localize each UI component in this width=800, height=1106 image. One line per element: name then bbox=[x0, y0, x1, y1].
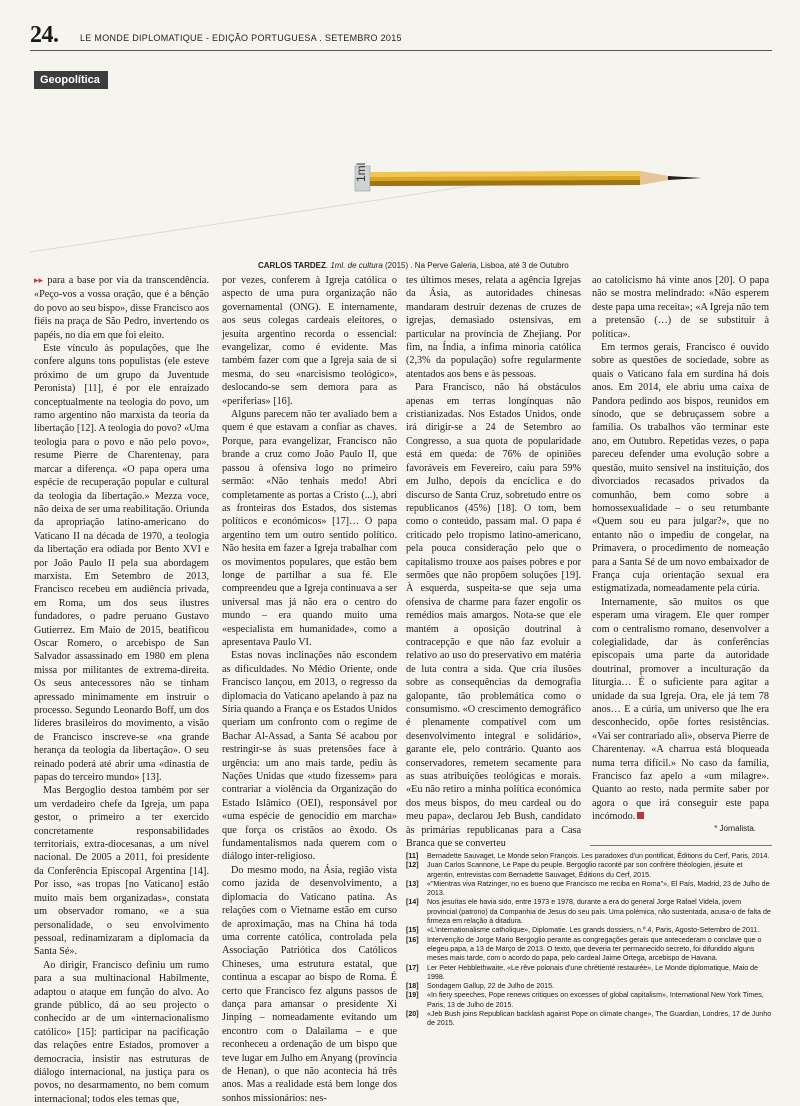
paragraph: ▸▸ para a base por via da transcendência. «Peço-vos a vossa oração, que é a bênção do povo ao seu bispo», disse Francisco aos fiéis na praça de São Pedro, invertendo os papéis, no dia em que foi eleito. bbox=[34, 275, 210, 341]
footnote: [13] «"Mientras viva Ratzinger, no es bueno que Francisco me reciba en Roma"», El País, Madrid, 23 de Julho de 2013. bbox=[406, 879, 770, 898]
footnote: [14] Nos jesuítas ele havia sido, entre 1973 e 1978, durante a era do general Jorge Rafael Videla, jovem provincial (patrono) da Companhia de Jesus do seu país. Uma polémica, não sustentada, acusa-o de falta de firmeza em relação à ditadura. bbox=[406, 898, 771, 926]
footnote: [18] Sondagem Gallup, 22 de Julho de 2015. bbox=[406, 982, 554, 991]
paragraph: Internamente, são muitos os que esperam uma viragem. Ele quer romper com o centralismo romano, desenvolver a colegialidade, dar às conferências episcopais uma parte da autoridade doutrinal, promover a inculturação da liturgia… É o suficiente para agitar a unidade da sua Igreja. Ora, ele já tem 78 anos… E a cúria, um universo que lhe era desconhecido, opõe fortes resistências. «Vai ser contrariado ali», observa Pierre de Charentenay. «A charrua está bloqueada numa terra difícil.» No caso da família, Francisco faz apelo a «um milagre». Quanto ao resto, nada permite saber por agora o que irá conseguir este papa incómodo. bbox=[592, 596, 769, 823]
caption-details: (2015) . Na Perve Galeria, Lisboa, até 3 de Outubro bbox=[385, 261, 569, 270]
paragraph: Do mesmo modo, na Ásia, região vista como jazida de desenvolvimento, a diplomacia do Vaticano patina. As relações com o Vietname estão em curso de aproximação, mas na China há toda uma corrente católica, controlada pela Associação Patriótica dos Católicos Chineses, uma estrutura estatal, que continua a escapar ao bispo de Roma. É certo que Francisco fez alguns passos de dança para amansar o presidente Xi Jinping – nomeadamente evitando um encontro com o Dalailama – e que reconheceu a ordenação de um bispo que teve lugar em Julho em Anyang (província de Henan), o que não acontecia há três anos. Mas a realidade está bem longe dos sonhos missionários: nes- bbox=[222, 864, 397, 1104]
article-column-2 bbox=[222, 274, 397, 1105]
footnote: [20] «Jeb Bush joins Republican backlash against Pope on climate change», The Guardian, Londres, 17 de Junho de 2015. bbox=[406, 1010, 772, 1028]
footnote: [11] Bernadette Sauvaget, Le Monde selon François. Les paradoxes d'un pontificat, Éditions du Cerf, Paris, 2014. bbox=[406, 852, 770, 860]
section-tag: Geopolítica bbox=[34, 71, 108, 89]
footnotes bbox=[406, 852, 772, 1029]
continuation-arrow-icon: ▸▸ bbox=[34, 276, 48, 286]
image-caption: CARLOS TARDEZ. 1ml. de cultura (2015) . Na Perve Galeria, Lisboa, até 3 de Outubro bbox=[258, 261, 569, 270]
notes-divider bbox=[590, 845, 772, 846]
svg-text:1ml: 1ml bbox=[354, 162, 368, 182]
footnote: [19] «In fiery speeches, Pope renews critiques on excesses of global capitalism», International New York Times, Paris, 13 de Julho de 2015. bbox=[406, 991, 764, 1009]
paragraph: Mas Bergoglio destoa também por ser um verdadeiro chefe da Igreja, um papa gestor, o primeiro a ter exercido concretamente responsabilidades territoriais, extra-diocesanas, a um nível nacional. De 2005 a 2011, foi presidente da Conferência Episcopal Argentina [14]. Por isso, «as tropas [no Vaticano] estão muito mais bem organizadas», constata um observador romano, «e a sua personalidade, o seu envolvimento pessoal, redinamizaram a diplomacia da Santa Sé». bbox=[34, 785, 209, 958]
paragraph: Para Francisco, não há obstáculos apenas em terras longínquas não cristianizadas. Nos Estados Unidos, onde irá dirigir-se a 24 de Setembro ao Congresso, a sua quota de popularidade está em queda: de 76% de opiniões favoráveis em Fevereiro, caiu para 59% em Julho, depois da encíclica e do discurso de Santa Cruz, sobretudo entre os republicanos (45%) [18]. O tom, bem como o conteúdo, passam mal. O papa é criticado pelo tropismo latino-americano, pela pouca consideração pelo que o capitalismo trouxe aos países pobres e por sermões que não propõem soluções [19]. À esquerda, suspeita-se que seja uma ofensiva de charme para fazer engolir os remédios mais amargos. Nota-se que ele mantém a oposição doutrinal à contracepção e que não faz evoluir a relativo ao uso do preservativo em matéria de luta contra a sida. Que cria ilusões sobre as consequências da demografia galopante, tão problemática como o consumismo. «O crescimento demográfico é plenamente compatível com um desenvolvimento integral e solidário», garante ele, pelo contrário. Quanto aos conservadores, remetem secamente para as suas atribuições teológicas e morais. «Eu não retiro a minha política económica dos meus bispos, do meu cardeal ou do meu papa», declarou Jeb Bush, candidato às primárias republicanas para a Casa Branca que se converteu bbox=[406, 382, 581, 850]
page-number: 24. bbox=[30, 22, 59, 48]
end-of-article-mark bbox=[637, 812, 644, 819]
paragraph: Ao dirigir, Francisco definiu um rumo para a sua multinacional Habilmente, adaptou o ataque em função do alvo. Ao grande público, dá ao seu projecto o conhecido ar de um «internacionalismo católico» [15]: participar na pacificação das relações entre Estados, promover a democracia, insistir nas estruturas de diálogo internacional, na justiça para os povos, no desarmamento, no bem comum internacional; todos eles temas que, bbox=[34, 959, 209, 1105]
footnote: [16] Intervenção de Jorge Mario Bergoglio perante as congregações gerais que antecederam o conclave que o elegeu papa, a 13 de Março de 2013. O texto, que deveria ter permanecido secreto, foi difundido alguns meses mais tarde, com o acordo do papa, pelo cardeal Jaime Ortega, arcebispo de Havana. bbox=[406, 935, 762, 963]
page-header bbox=[30, 22, 770, 48]
footnote: [12] Juan Carlos Scannone, Le Pape du peuple. Bergoglio raconté par son confrère théologien, jésuite et argentin, entrevistas com Bernadette Sauvaget, Éditions du Cerf, 2015. bbox=[406, 861, 743, 879]
paragraph: Em termos gerais, Francisco é ouvido sobre as questões de sociedade, sobre as quais o Vaticano fala em surdina há dois anos. Em 2014, ele abriu uma caixa de Pandora pedindo aos bispos, reunidos em sínodo, que se debruçassem sobre a família. Os trabalhos vão terminar este ano, em Outubro. Repetidas vezes, o papa pareceu defender uma evolução sobre a questão, muito sensível na instituição, dos divorciados recasados privados da comunhão, bem como sobre a homossexualidade – o seu retumbante «Quem sou eu para julgar?», que no entanto não o impediu de congelar, na Primavera, o procedimento de nomeação para a Santa Sé de um novo embaixador de França cuja orientação sexual era estigmatizada, nomeadamente pela cúria. bbox=[592, 342, 769, 595]
author-note: * Jornalista. bbox=[714, 824, 756, 833]
paragraph: tes últimos meses, relata a agência Igrejas da Ásia, as autoridades chinesas mandaram destruir dezenas de cruzes de igrejas, demasiado ostensivas, em particular na província de Zhejiang. Por fim, na Índia, a ínfima minoria católica (2,3% da população) sofre regularmente atentados aos bens e às pessoas. bbox=[406, 275, 581, 380]
article-column-3 bbox=[406, 274, 581, 850]
article-column-4 bbox=[592, 274, 769, 824]
footnote: [15] «L'internationalisme catholique», Diplomatie. Les grands dossiers, n.º 4, Paris, Agosto-Setembro de 2011. bbox=[406, 926, 760, 935]
article-column-1 bbox=[34, 274, 209, 1106]
pencil-illustration bbox=[30, 92, 772, 247]
paragraph: Este vínculo às populações, que lhe confere alguns tons populistas (ele esteve próximo de um grupo da Juventude Peronista) [11], é por ele enraizado conceptualmente na teologia do povo, um ramo argentino não marxista da teoria da libertação [12]. A teologia do povo? «Uma teologia para o povo e não pelo povo», resume Pierre de Charentenay, para marcar a diferença. «O papa opera uma espécie de recuperação popular e cultural da teologia da libertação.» Mezza voce, não deixa de ser uma reabilitação. Oriunda da apropriação latino-americano do Vaticano II na década de 1970, a teologia da libertação era odiada por Bento XVI e por João Paulo II pela sua abordagem marxista. Em Setembro de 2013, Francisco recebeu em audiência privada, em Roma, um dos seus ilustres fundadores, o padre peruano Gustavo Gutierrez. Em Maio de 2015, beatificou Oscar Romero, o arcebispo de San Salvador assassinado em 1980 em plena missa por militantes de extrema-direita. Os seus antecessores não se tinham apressado minimamente em instruir o processo. Segundo Leonardo Boff, um dos líderes brasileiros do movimento, a visão de Francisco inscreve-se «na grande herança da teologia da libertação». O seu reinado poderá até abrir uma «dinastia de papas do terceiro mundo» [13]. bbox=[34, 343, 209, 784]
paragraph: Estas novas inclinações não escondem as dificuldades. No Médio Oriente, onde Francisco lançou, em 2013, o regresso da diplomacia do Vaticano apelando à paz na Síria quando a França e os Estados Unidos queriam um confronto com o regime de Bachar Al-Assad, a Santa Sé acabou por restringir-se às suas pretensões face à urgência: um ano mais tarde, pediu às Nações Unidas que «tudo fizessem» para contrariar a violência da Organização do Estado Islâmico (OEI), responsável por «uma espécie de genocídio em marcha» que força os cristãos ao êxodo. Os fundamentalismos nada querem com o diálogo inter-religioso. bbox=[222, 650, 397, 863]
header-rule bbox=[30, 50, 772, 51]
footnote: [17] Ler Peter Hebblethwaite, «Le rêve polonais d'une chrétienté restaurée», Le Monde diplomatique, Maio de 1998. bbox=[406, 963, 759, 981]
paragraph: ao catolicismo há vinte anos [20]. O papa não se mostra melindrado: «Não esperem deste papa uma receita»; «A Igreja não tem a pretensão (…) de se substituir à política». bbox=[592, 275, 769, 340]
caption-artist: CARLOS TARDEZ bbox=[258, 261, 326, 270]
paragraph: Alguns parecem não ter avaliado bem a quem é que estavam a confiar as chaves. Porque, para evangelizar, Francisco não brande a cruz como João Paulo II, que passou à ofensiva logo no primeiro sermão: «Não tenhais medo! Abri completamente as portas a Cristo (...), abri as fronteiras dos Estados, dos sistemas políticos e económicos» [17]… O papa argentino tem um outro sentido político. Não hesita em fazer a Igreja trabalhar com os movimentos populares, que estão bem longe de partilhar a sua fé. Ele compreendeu que a Igreja continuava a ser universal mas já não era o centro do mundo – era quando muito uma «especialista em humanidade», como a apresentava Paulo VI. bbox=[222, 409, 397, 648]
artwork-image bbox=[30, 92, 772, 247]
caption-work-title: 1ml. de cultura bbox=[330, 261, 383, 270]
paragraph: por vezes, conferem à Igreja católica o aspecto de uma pura organização não governamental (ONG). E internamente, aos seus colegas cardeais eleitores, o jesuíta argentino recorda o essencial: evangelizar, como é evidente. Mas também fazer com que a Igreja saia de si mesma, do seu «narcisismo teológico», deslocando-se sem demora para as «periferias» [16]. bbox=[222, 275, 397, 407]
publication-line: LE MONDE DIPLOMATIQUE - EDIÇÃO PORTUGUESA . SETEMBRO 2015 bbox=[80, 33, 402, 43]
